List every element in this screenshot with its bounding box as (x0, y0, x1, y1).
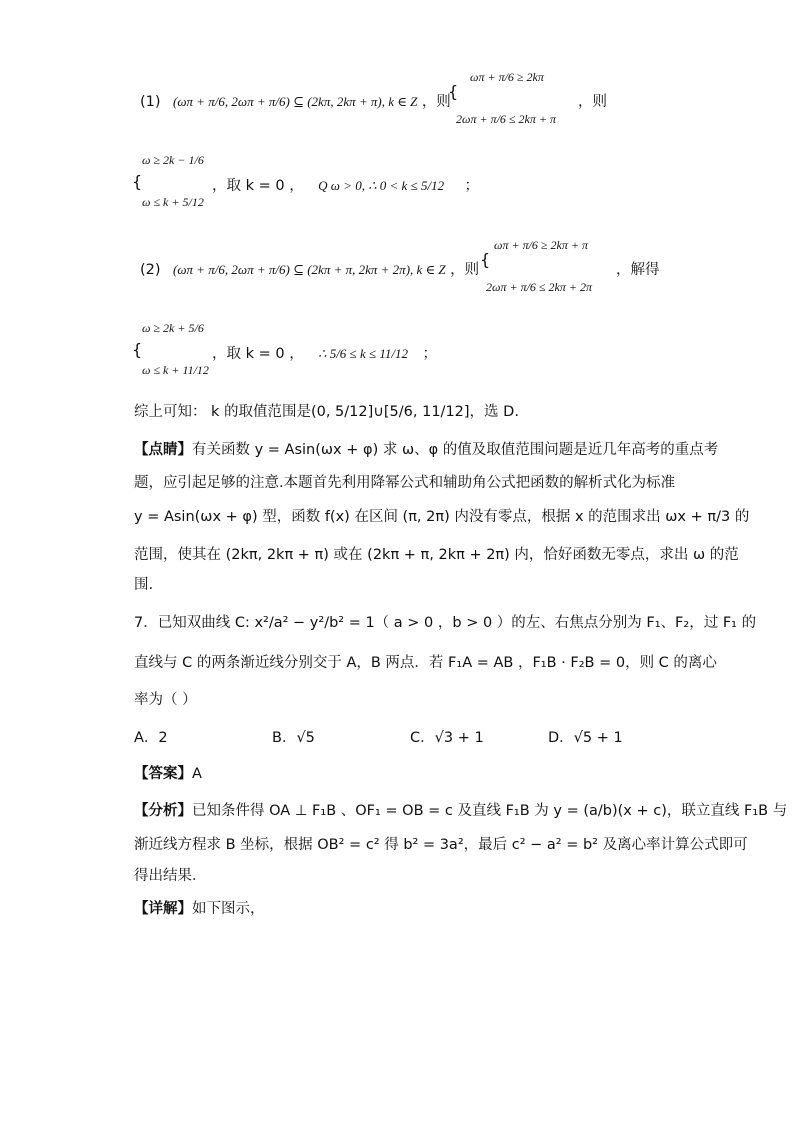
part1-system-bottom: 2ωπ + π/6 ≤ 2kπ + π (456, 112, 556, 126)
brace: { (480, 250, 491, 269)
analysis-text-3: 得出结果． (134, 868, 207, 884)
dianjing-l1 (134, 440, 718, 460)
dianjing-text-3: y = Asin(ωx + φ) 型，函数 f(x) 在区间 (π, 2π) 内没有零点，根据 x 的范围求出 ωx + π/3 的 (134, 509, 750, 525)
part2-take: ，取 k = 0 ， (212, 346, 304, 362)
part2-condition: ∴ 5/6 ≤ k ≤ 11/12 (318, 346, 408, 361)
part2-system-bottom: 2ωπ + π/6 ≤ 2kπ + 2π (486, 280, 592, 294)
summary-line (134, 402, 519, 422)
answer-tag: 【答案】 (134, 766, 192, 782)
detail-line (134, 899, 265, 919)
brace: { (132, 340, 143, 359)
analysis-text-1: 已知条件得 OA ⊥ F₁B 、OF₁ = OB = c 及直线 F₁B 为 y = (a/b)(x + c)，联立直线 F₁B 与 (192, 803, 788, 819)
brace: { (448, 82, 459, 101)
part2-conclusion (212, 344, 437, 364)
part2-result-bottom: ω ≤ k + 11/12 (142, 363, 209, 377)
part1-line (140, 92, 451, 112)
part2-result-top: ω ≥ 2k + 5/6 (142, 321, 204, 335)
dianjing-text-2: 题，应引起足够的注意.本题首先利用降幂公式和辅助角公式把函数的解析式化为标准 (134, 475, 676, 491)
answer-value: A (192, 766, 202, 782)
part1-conclusion (212, 176, 479, 196)
part2-interval: (ωπ + π/6, 2ωπ + π/6) ⊆ (2kπ + π, 2kπ + 2π), k ∈ Z (173, 262, 446, 277)
dianjing-text-4: 范围，使其在 (2kπ, 2kπ + π) 或在 (2kπ + π, 2kπ + 2π) 内，恰好函数无零点，求出 ω 的范 (134, 547, 739, 563)
part2-solve: ，解得 (616, 262, 660, 278)
q7-option-b: B．√5 (272, 730, 315, 746)
q7-stem-2: 直线与 C 的两条渐近线分别交于 A，B 两点．若 F₁A = AB ，F₁B · F₂B = 0，则 C 的离心 (134, 655, 717, 671)
dianjing-text-1: 有关函数 y = Asin(ωx + φ) 求 ω、φ 的值及取值范围问题是近几年高考的重点考 (192, 442, 719, 458)
part1-label: (1) (140, 94, 161, 110)
analysis-l1 (134, 801, 787, 821)
detail-tag: 【详解】 (134, 901, 192, 917)
part1-result-top: ω ≥ 2k − 1/6 (142, 153, 204, 167)
analysis-text-2: 渐近线方程求 B 坐标，根据 OB² = c² 得 b² = 3a²，最后 c² − a² = b² 及离心率计算公式即可 (134, 837, 748, 853)
q7-option-c: C．√3 + 1 (410, 730, 484, 746)
part1-then2: ，则 (578, 94, 607, 110)
summary-prefix: 综上可知： (134, 404, 207, 420)
part2-system-top: ωπ + π/6 ≥ 2kπ + π (494, 238, 588, 252)
part1-system-top: ωπ + π/6 ≥ 2kπ (470, 70, 544, 84)
dianjing-text-5: 围. (134, 577, 154, 593)
dianjing-tag: 【点睛】 (134, 442, 192, 458)
part1-condition: Q ω > 0, ∴ 0 < k ≤ 5/12 (318, 178, 445, 193)
q7-stem-3: 率为（ ） (134, 692, 197, 708)
part1-then: ，则 (421, 94, 451, 110)
q7-stem-1: 7．已知双曲线 C: x²/a² − y²/b² = 1（ a > 0 ，b > 0 ）的左、右焦点分别为 F₁、F₂，过 F₁ 的 (134, 615, 757, 631)
part1-end: ； (464, 178, 480, 194)
part1-interval: (ωπ + π/6, 2ωπ + π/6) ⊆ (2kπ, 2kπ + π), k ∈ Z (173, 94, 418, 109)
q7-option-a: A．2 (134, 730, 168, 746)
detail-text: 如下图示， (192, 901, 265, 917)
part2-label: (2) (140, 262, 161, 278)
part2-end: ； (422, 346, 437, 362)
part1-take: ，取 k = 0 ， (212, 178, 304, 194)
answer-line (134, 764, 202, 784)
brace: { (132, 172, 143, 191)
summary-text: k 的取值范围是(0, 5/12]∪[5/6, 11/12]，选 D. (210, 404, 519, 420)
q7-option-d: D．√5 + 1 (548, 730, 623, 746)
analysis-tag: 【分析】 (134, 803, 192, 819)
part2-then: ，则 (450, 262, 480, 278)
part1-result-bottom: ω ≤ k + 5/12 (142, 195, 204, 209)
part2-line (140, 260, 479, 280)
